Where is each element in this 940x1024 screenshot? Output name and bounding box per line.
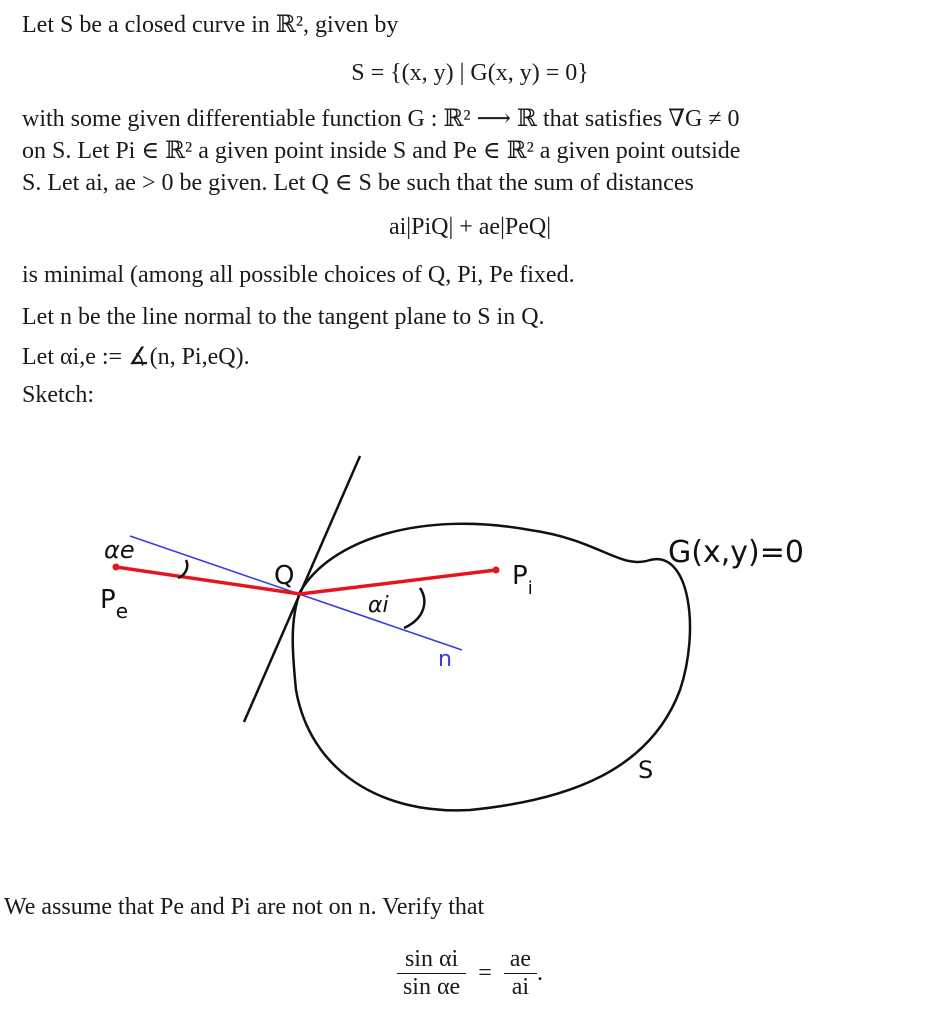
angle-arc-alpha-i: [404, 588, 424, 628]
equals-sign: =: [478, 960, 492, 986]
sum-equation: ai|PiQ| + ae|PeQ|: [388, 214, 552, 240]
label-n: n: [438, 647, 452, 672]
label-alpha-e: αe: [104, 536, 135, 564]
sketch-figure: [0, 440, 940, 860]
segment-pe-q: [116, 567, 300, 594]
text-line-6: Let n be the line normal to the tangent plane to S in Q.: [22, 304, 545, 330]
closed-curve-s: [293, 524, 690, 811]
fraction-sin: $\frac{\text{sin αi}}{\text{sin αe}}$: [397, 946, 466, 1001]
label-s: S: [638, 756, 654, 784]
label-q: Q: [274, 561, 295, 591]
text-line-3: on S. Let Pi ∈ ℝ² a given point inside S and Pe ∈ ℝ² a given point outside: [22, 138, 741, 164]
curve-equation-label: G(x,y)=0: [668, 535, 804, 570]
text-line-8: Sketch:: [22, 382, 94, 408]
text-assumption: We assume that Pe and Pi are not on n. Verify that: [4, 894, 485, 920]
segment-q-pi: [300, 570, 496, 594]
fraction-a: $\frac{ae}{ai}$: [504, 946, 537, 1001]
text-line-5: is minimal (among all possible choices of Q, Pi, Pe fixed.: [22, 262, 575, 288]
period: .: [537, 960, 544, 986]
label-pi: $P_i$: [512, 561, 533, 599]
text-line-2: with some given differentiable function G : ℝ² ⟶ ℝ that satisfies ∇G ≠ 0: [22, 106, 740, 132]
label-pe: $P_e$: [100, 585, 128, 623]
text-line-4: S. Let ai, ae > 0 be given. Let Q ∈ S be such that the sum of distances: [22, 170, 694, 196]
point-pe-dot: [113, 564, 120, 571]
point-pi-dot: [493, 567, 500, 574]
result-equation: [0, 946, 940, 1001]
text-line-1: Let S be a closed curve in ℝ², given by: [22, 12, 399, 38]
set-equation: S = {(x, y) | G(x, y) = 0}: [351, 60, 589, 86]
label-alpha-i: αi: [368, 593, 389, 618]
text-line-7: Let αi,e := ∡(n, Pi,eQ).: [22, 344, 250, 370]
